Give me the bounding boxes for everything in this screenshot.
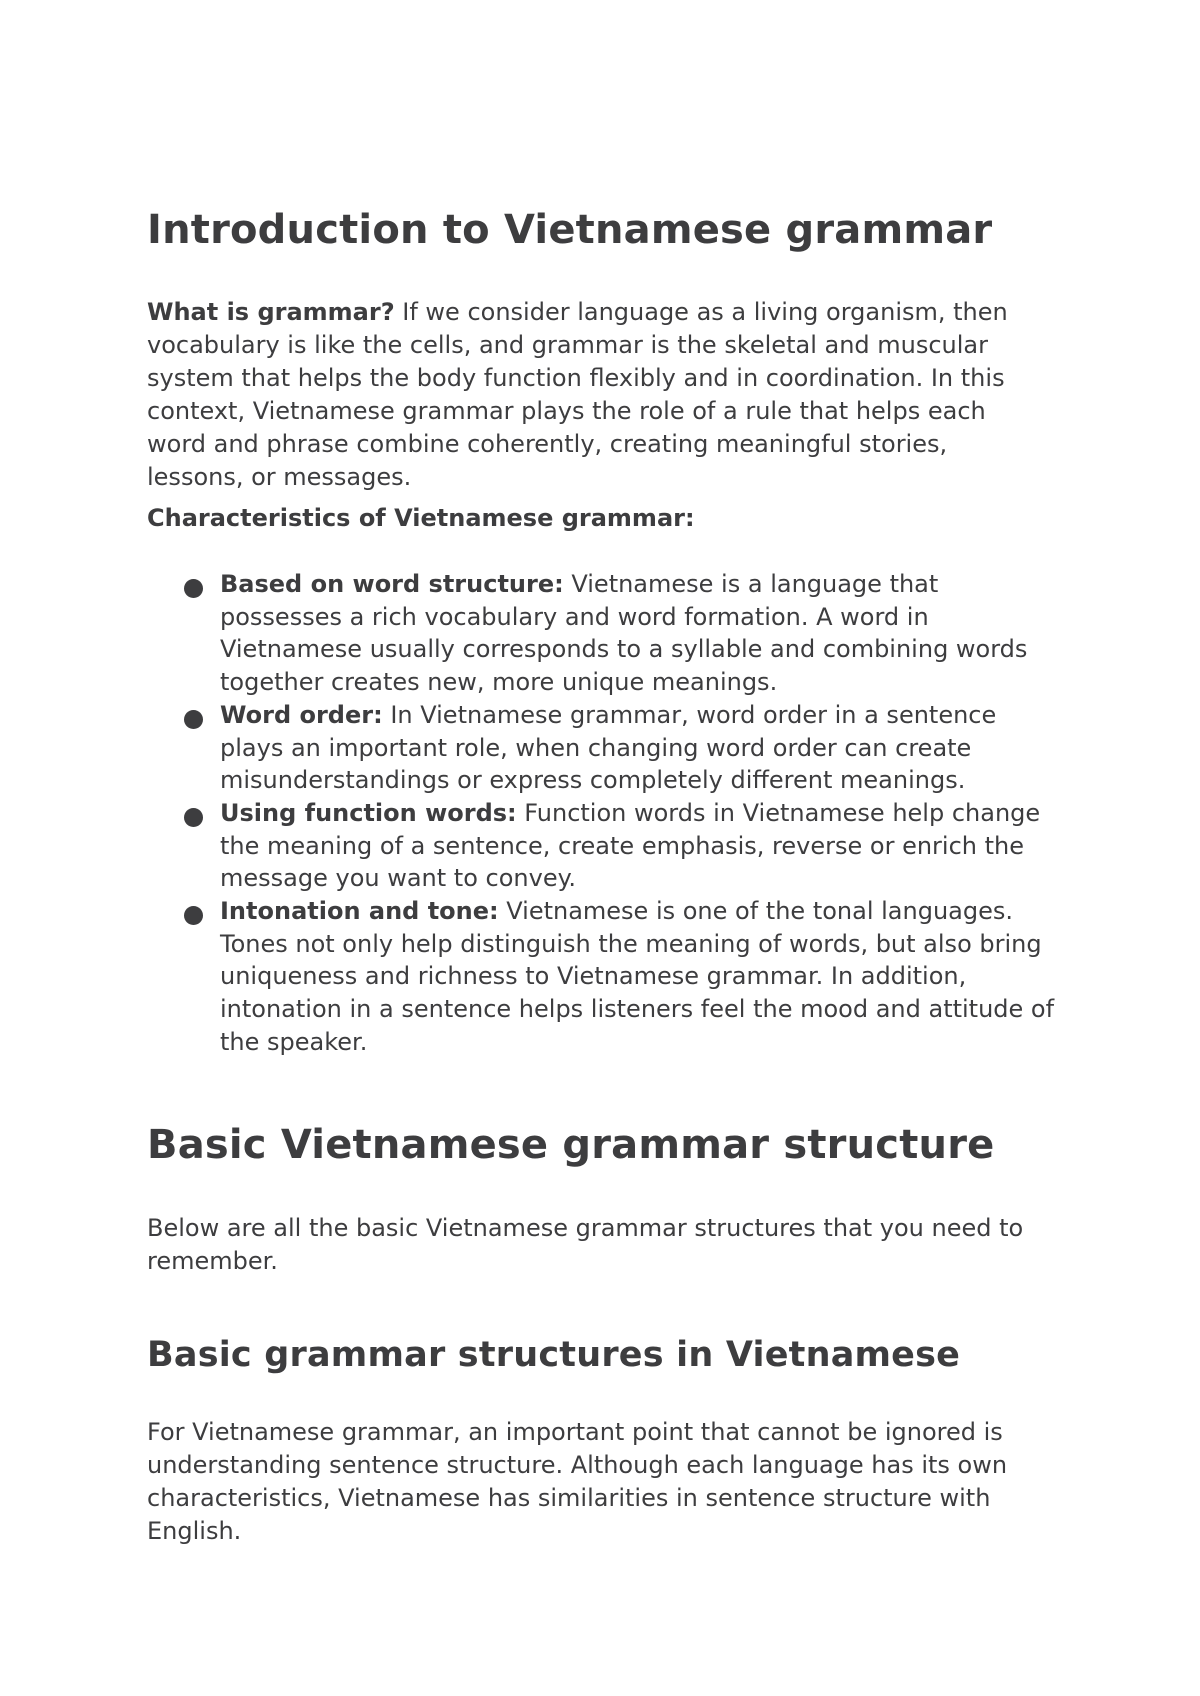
section-title-basic-structures-in-vietnamese: Basic grammar structures in Vietnamese [147,1335,961,1375]
bullet-icon [184,906,203,925]
section-title-introduction: Introduction to Vietnamese grammar [147,207,993,253]
list-item-text: Vietnamese is a language that possesses a rich vocabulary and word formation. A word in Vietnamese usually corresponds to a syllable and combining words together creates new, more unique meanings. [220,570,1028,697]
intro-lead-term: What is grammar? [147,298,395,326]
list-item [147,895,1067,1059]
list-item-term: Word order: [220,700,383,729]
bullet-icon [184,579,203,598]
intro-text: If we consider language as a living organism, then vocabulary is like the cells, and grammar is the skeletal and muscular system that helps the body function flexibly and in coordination. In this context, Vietnamese grammar plays the role of a rule that helps each word and phrase combine coherently, creating meaningful stories, lessons, or messages. [147,298,1008,491]
list-item-term: Based on word structure: [220,570,564,598]
basic-structure-paragraph: Below are all the basic Vietnamese grammar structures that you need to remember. [147,1214,1024,1275]
list-item-text: Vietnamese is one of the tonal languages. Tones not only help distinguish the meaning of words, but also bring uniqueness and richness to Vietnamese grammar. In addition, intonation in a sentence helps listeners feel the mood and attitude of the speaker. [220,897,1055,1056]
bullet-icon [184,808,203,827]
list-item [147,797,1067,895]
list-item-term: Using function words: [220,798,517,827]
list-item [147,699,1067,797]
list-item-text: Function words in Vietnamese help change the meaning of a sentence, create emphasis, reverse or enrich the message you want to convey. [220,798,1041,893]
section-title-basic-structure: Basic Vietnamese grammar structure [147,1122,995,1168]
list-item-term: Intonation and tone: [220,897,499,926]
intro-paragraph [147,296,1047,494]
list-item-text: In Vietnamese grammar, word order in a sentence plays an important role, when changing word order can create misunderstandings or express completely different meanings. [220,700,997,795]
bullet-icon [184,710,203,729]
list-item [147,568,1067,699]
characteristics-heading: Characteristics of Vietnamese grammar: [147,504,695,532]
characteristics-list [147,568,1067,1059]
sentence-structure-paragraph: For Vietnamese grammar, an important point that cannot be ignored is understanding sentence structure. Although each language has its own characteristics, Vietnamese has similarities in sentence structure with English. [147,1418,1008,1545]
